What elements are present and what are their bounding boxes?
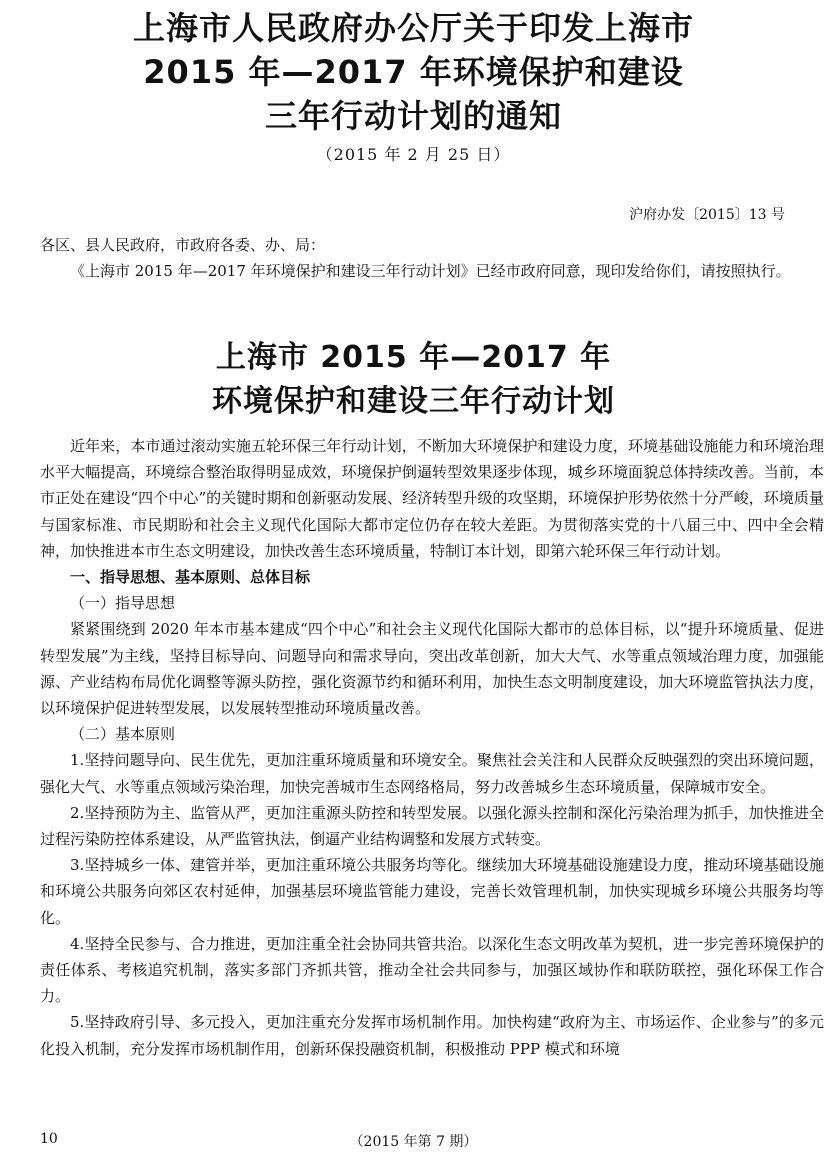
notice-title-line: 三年行动计划的通知 [264,97,562,135]
paragraph: 4.坚持全民参与、合力推进，更加注重全社会协同共管共治。以深化生态文明改革为契机，进一步完善环境保护的责任体系、考核追究机制，落实多部门齐抓共管，推动全社会共同参与，加强区域协作和联防联控，强化环保工作合力。 [40,934,824,1006]
notice-title-line: 上海市人民政府办公厅关于印发上海市 [132,9,694,47]
document-number: 沪府办发〔2015〕13 号 [629,207,785,223]
plan-body [40,433,824,1062]
paragraph: 2.坚持预防为主、监管从严，更加注重源头防控和转型发展。以强化源头控制和深化污染治理为抓手，加快推进全过程污染防控体系建设，从严监管执法，倒逼产业结构调整和发展方式转变。 [40,803,824,849]
subsection-heading: （二）基本原则 [70,725,176,744]
notice-title [0,6,827,138]
issue-label: （2015 年第 7 期） [349,1134,478,1150]
paragraph: 近年来，本市通过滚动实施五轮环保三年行动计划，不断加大环境保护和建设力度，环境基础设施能力和环境治理水平大幅提高，环境综合整治取得明显成效，环境保护倒逼转型效果逐步体现，城乡环境面貌总体持续改善。当前，本市正处在建设“四个中心”的关键时期和创新驱动发展、经济转型升级的攻坚期，环境保护形势依然十分严峻，环境质量与国家标准、市民期盼和社会主义现代化国际大都市定位仍存在较大差距。为贯彻落实党的十八届三中、四中全会精神，加快推进本市生态文明建设，加快改善生态环境质量，特制订本计划，即第六轮环保三年行动计划。 [40,437,824,560]
plan-title [0,336,827,424]
paragraph: 3.坚持城乡一体、建管并举，更加注重环境公共服务均等化。继续加大环境基础设施建设力度，推动环境基础设施和环境公共服务向郊区农村延伸，加强基层环境监管能力建设，完善长效管理机制，加快实现城乡环境公共服务均等化。 [40,856,824,927]
paragraph: 1.坚持问题导向、民生优先，更加注重环境质量和环境安全。聚焦社会关注和人民群众反映强烈的突出环境问题，强化大气、水等重点领域污染治理，加快完善城市生态网络格局，努力改善城乡生态环境质量，保障城市安全。 [40,751,824,796]
addressee: 各区、县人民政府，市政府各委、办、局： [40,236,326,254]
notice-date: （2015 年 2 月 25 日） [316,145,511,164]
page-number: 10 [40,1131,58,1147]
notice-intro: 《上海市 2015 年—2017 年环境保护和建设三年行动计划》已经市政府同意，现印发给你们，请按照执行。 [70,262,791,280]
paragraph: 紧紧围绕到 2020 年本市基本建成“四个中心”和社会主义现代化国际大都市的总体目标，以“提升环境质量、促进转型发展”为主线，坚持目标导向、问题导向和需求导向，突出改革创新，加大大气、水等重点领域治理力度，加强能源、产业结构布局优化调整等源头防控，强化资源节约和循环利用，加快生态文明制度建设，加大环境监管执法力度，以环境保护促进转型发展，以发展转型推动环境质量改善。 [40,620,824,718]
plan-title-line: 上海市 2015 年—2017 年 [215,340,612,375]
subsection-heading: （一）指导思想 [70,594,176,613]
paragraph: 5.坚持政府引导、多元投入，更加注重充分发挥市场机制作用。加快构建“政府为主、市场运作、企业参与”的多元化投入机制，充分发挥市场机制作用，创新环保投融资机制，积极推动 PPP 模式和环境 [40,1013,824,1058]
plan-title-line: 环境保护和建设三年行动计划 [212,384,615,419]
section-heading: 一、指导思想、基本原则、总体目标 [70,568,311,587]
notice-title-line: 2015 年—2017 年环境保护和建设 [143,53,684,91]
